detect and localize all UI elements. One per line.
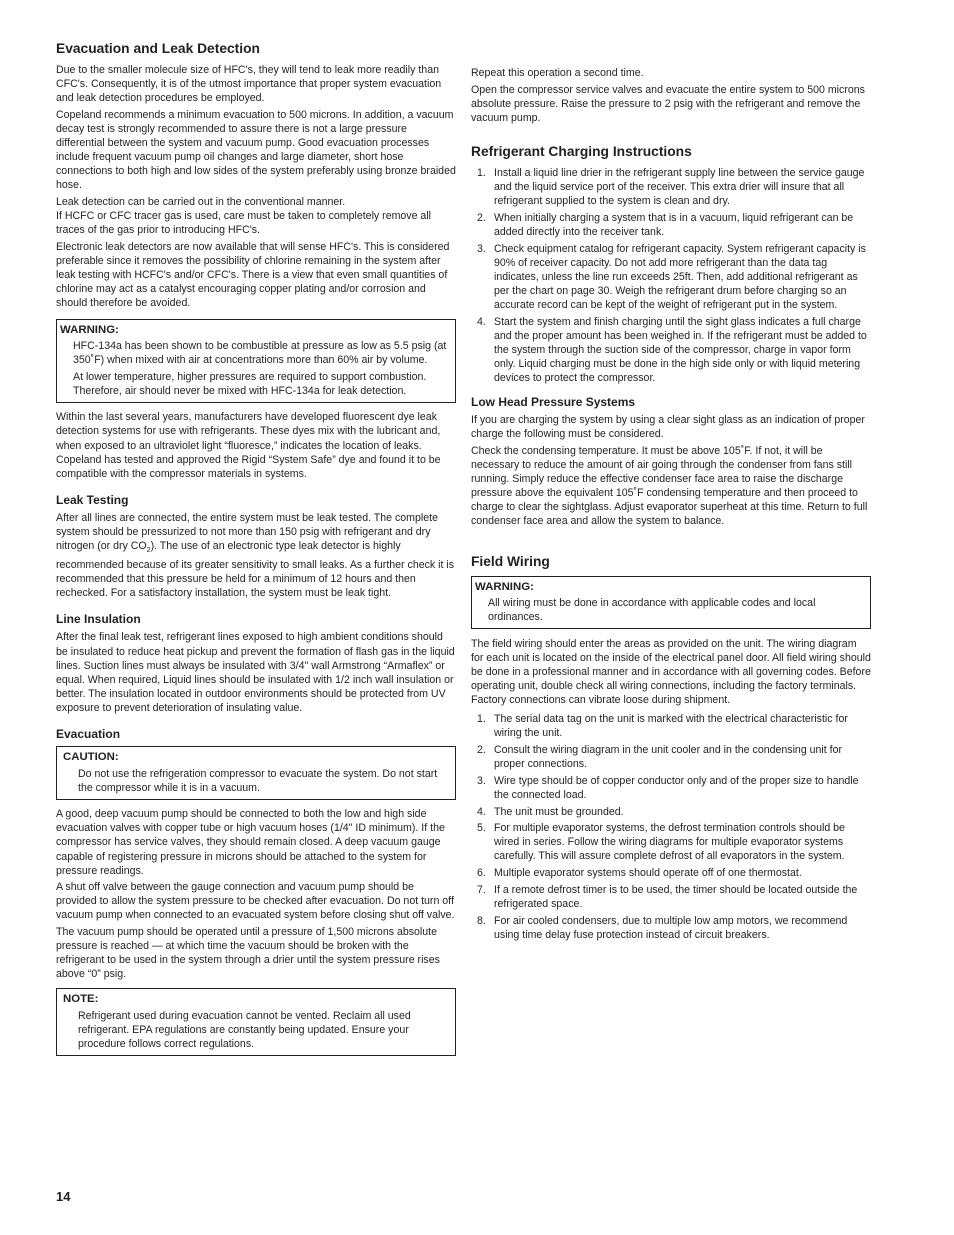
paragraph: If you are charging the system by using a clear sight glass as an indication of proper charge the following must be considered. bbox=[471, 414, 865, 441]
paragraph: Check the condensing temperature. It must be above 105˚F. If not, it will be necessary to reduce the amount of air going through the condenser from fans still running. Simply reduce the effective condenser face area to raise the discharge pressure above the equivalent 105˚F condensing temperature and then proceed to charge to clear the sightglass. Adjust evaporator superheat at this time. Return to full condenser face area and allow the system to balance. bbox=[471, 444, 868, 528]
paragraph: Leak detection can be carried out in the conventional manner. bbox=[56, 196, 346, 209]
evacuation-heading: Evacuation bbox=[56, 727, 121, 742]
list-item: 7. If a remote defrost timer is to be used, the timer should be located outside the refrigerated space. bbox=[477, 883, 858, 910]
paragraph: Open the compressor service valves and evacuate the entire system to 500 microns absolute pressure. Raise the pressure to 2 psig with the refrigerant and remove the vacuum pump. bbox=[471, 83, 865, 124]
caution-label: CAUTION: bbox=[63, 751, 119, 764]
evacuation-leak-detection-heading: Evacuation and Leak Detection bbox=[56, 41, 260, 56]
field-wiring-list bbox=[471, 712, 871, 942]
left-column bbox=[56, 40, 456, 1056]
paragraph: The vacuum pump should be operated until a pressure of 1,500 microns absolute pressure is reached — at which time the vacuum should be broken with the refrigerant to be used in the system through a drier until the system pressure rises above “0” psig. bbox=[56, 926, 440, 981]
list-item: 1. The serial data tag on the unit is marked with the electrical characteristic for wiring the unit. bbox=[477, 713, 848, 740]
leak-testing-heading: Leak Testing bbox=[56, 492, 129, 507]
list-item: 2. Consult the wiring diagram in the unit cooler and in the condensing unit for proper connections. bbox=[477, 743, 843, 771]
paragraph: Due to the smaller molecule size of HFC's, they will tend to leak more readily than CFC's. Consequently, it is of the utmost importance that proper system evacuation and leak detection procedures be employed. bbox=[56, 64, 442, 105]
list-item: 1. Install a liquid line drier in the refrigerant supply line between the service gauge and the liquid service port of the receiver. This extra drier will insure that all refrigerant supplied to the system is clean and dry. bbox=[477, 166, 865, 208]
list-item: 4. The unit must be grounded. bbox=[477, 805, 624, 818]
paragraph: After all lines are connected, the entire system must be leak tested. The complete system should be pressurized to not more than 150 psig with refrigerant and dry nitrogen (or dry $CO_2$). The use of an electronic type leak detector is highly recommended because of its greater sensitivity to small leaks. As a further check it is recommended that this pressure be held for a minimum of 12 hours and then rechecked. For a satisfactory installation, the system must be leak tight. bbox=[56, 511, 455, 600]
caution-box bbox=[56, 746, 456, 800]
warning-text: HFC-134a has been shown to be combustible at pressure as low as 5.5 psig (at 350˚F) when mixed with air at concentrations more than 60% air by volume. bbox=[73, 340, 447, 367]
paragraph: Within the last several years, manufacturers have developed fluorescent dye leak detection systems for use with refrigerants. These dyes mix with the lubricant and, when exposed to an ultraviolet light “fluoresce,” indicates the location of leaks. Copeland has tested and approved the Rigid “System Safe” dye and found it to be compatible with the compressor materials in systems. bbox=[56, 411, 441, 480]
warning-label: WARNING: bbox=[475, 580, 534, 593]
paragraph: After the final leak test, refrigerant lines exposed to high ambient conditions should be insulated to reduce heat pickup and prevent the formation of flash gas in the liquid lines. Suction lines must always be insulated with 3/4" wall Armstrong “Armaflex” or equal. When required, Liquid lines should be insulated with 1/2 inch wall insulation or better. The insulation located in outdoor environments should be protected from UV exposure to prevent deterioration of insulating value. bbox=[56, 631, 455, 714]
warning-text: At lower temperature, higher pressures are required to support combustion. Therefore, air should never be mixed with HFC-134a for leak detection. bbox=[73, 371, 427, 398]
note-label: NOTE: bbox=[63, 992, 99, 1005]
warning-text: All wiring must be done in accordance with applicable codes and local ordinances. bbox=[488, 596, 816, 623]
charging-steps-list bbox=[471, 166, 871, 385]
paragraph: A shut off valve between the gauge connection and vacuum pump should be provided to allow the system pressure to be checked after evacuation. Do not turn off vacuum pump when connected to an evacuated system before closing shut off valve. bbox=[56, 881, 455, 922]
paragraph: If HCFC or CFC tracer gas is used, care must be taken to completely remove all traces of the gas prior to introducing HFC's. bbox=[56, 210, 432, 237]
line-insulation-heading: Line Insulation bbox=[56, 612, 141, 627]
caution-text: Do not use the refrigeration compressor to evacuate the system. Do not start the compressor while it is in a vacuum. bbox=[78, 768, 438, 795]
warning-label: WARNING: bbox=[60, 324, 119, 337]
paragraph: Copeland recommends a minimum evacuation to 500 microns. In addition, a vacuum decay test is strongly recommended to assure there is not a large pressure differential between the system and vacuum pump. Good evacuation processes include frequent vacuum pump oil changes and large diameter, short hose connections to both high and low sides of the system preferably using bronze braided hose. bbox=[56, 108, 456, 192]
list-item: 4. Start the system and finish charging until the sight glass indicates a full charge and the proper amount has been weighed in. If the refrigerant must be added to the system through the suction side of the compressor, charge in vapor form only. Liquid charging must be done in the high side only or with liquid metering devices to protect the compressor. bbox=[477, 315, 867, 385]
warning-box-wiring bbox=[471, 576, 871, 629]
page-number: 14 bbox=[56, 1189, 71, 1204]
refrigerant-charging-heading: Refrigerant Charging Instructions bbox=[471, 143, 692, 159]
right-column bbox=[471, 66, 871, 944]
paragraph: A good, deep vacuum pump should be connected to both the low and high side evacuation valves with copper tube or high vacuum hoses (1/4" ID minimum). If the compressor has service valves, they should remain closed. A deep vacuum gauge capable of registering pressure in microns should be attached to the system for pressure readings. bbox=[56, 808, 445, 877]
paragraph: The field wiring should enter the areas as provided on the unit. The wiring diagram for each unit is located on the inside of the electrical panel door. All field wiring should be done in a professional manner and in accordance with all governing codes. Before operating unit, double check all wiring connections, including the factory terminals. Factory connections can vibrate loose during shipment. bbox=[471, 637, 871, 707]
list-item: 3. Check equipment catalog for refrigerant capacity. System refrigerant capacity is 90% of receiver capacity. Do not add more refrigerant than the data tag indicates, unless the line run exceeds 25ft. Then, add additional refrigerant as per the chart on page 30. Weigh the refrigerant drum before charging so an accurate record can be kept of the weight of refrigerant put in the system. bbox=[477, 242, 866, 311]
note-box bbox=[56, 988, 456, 1056]
field-wiring-heading: Field Wiring bbox=[471, 553, 550, 569]
list-item: 6. Multiple evaporator systems should operate off of one thermostat. bbox=[477, 867, 802, 880]
low-head-pressure-heading: Low Head Pressure Systems bbox=[471, 395, 636, 410]
list-item: 5. For multiple evaporator systems, the defrost termination controls should be wired in series. Follow the wiring diagrams for multiple evaporator systems carefully. This will assure complete defrost of all evaporators in the system. bbox=[477, 822, 845, 863]
paragraph: Electronic leak detectors are now available that will sense HFC's. This is considered preferable since it removes the possibility of chlorine remaining in the system after leak testing with HCFC's and/or CFC's. There is a view that even small quantities of chlorine may act as a catalyst encouraging copper plating and/or corrosion and should therefore be avoided. bbox=[56, 240, 450, 310]
list-item: 3. Wire type should be of copper conductor only and of the proper size to handle the connected load. bbox=[477, 774, 859, 801]
list-item: 2. When initially charging a system that is in a vacuum, liquid refrigerant can be added directly into the receiver tank. bbox=[477, 211, 854, 238]
list-item: 8. For air cooled condensers, due to multiple low amp motors, we recommend using time delay fuse protection instead of circuit breakers. bbox=[477, 914, 848, 941]
note-text: Refrigerant used during evacuation cannot be vented. Reclaim all used refrigerant. EPA regulations are constantly being updated. Ensure your procedure follows correct regulations. bbox=[78, 1009, 411, 1050]
paragraph: Repeat this operation a second time. bbox=[471, 67, 644, 79]
warning-box-combustion bbox=[56, 319, 456, 403]
